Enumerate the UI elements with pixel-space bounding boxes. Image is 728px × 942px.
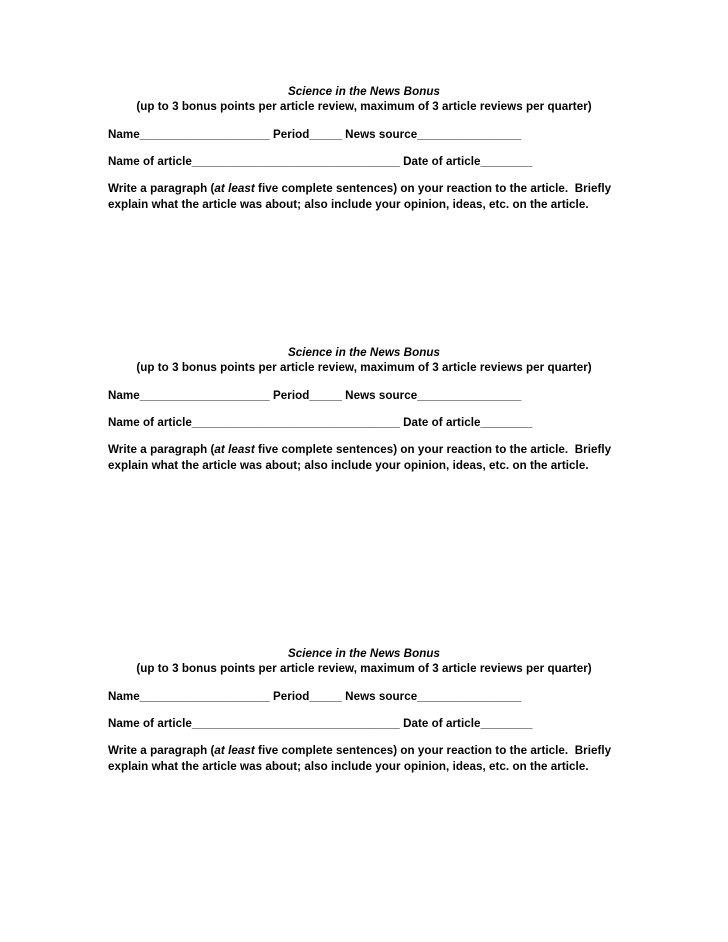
bonus-form-1 bbox=[0, 85, 728, 245]
form-subtitle: (up to 3 bonus points per article review, maximum of 3 article reviews per quarter) bbox=[136, 100, 592, 113]
article-date-line: Name of article________________________________ Date of article________ bbox=[108, 416, 533, 429]
form-subtitle: (up to 3 bonus points per article review, maximum of 3 article reviews per quarter) bbox=[136, 361, 592, 374]
instructions-line-1 bbox=[108, 182, 611, 196]
name-period-source-line: Name____________________ Period_____ News source________________ bbox=[108, 389, 522, 402]
instructions-emphasis: at least bbox=[214, 182, 255, 195]
name-period-source-line: Name____________________ Period_____ News source________________ bbox=[108, 128, 522, 141]
article-date-line: Name of article________________________________ Date of article________ bbox=[108, 155, 533, 168]
bonus-form-2 bbox=[0, 346, 728, 506]
instructions-line-1 bbox=[108, 443, 611, 457]
instructions-line-2: explain what the article was about; also include your opinion, ideas, etc. on the article. bbox=[108, 198, 589, 211]
form-subtitle: (up to 3 bonus points per article review, maximum of 3 article reviews per quarter) bbox=[136, 662, 592, 675]
instructions-pre: Write a paragraph ( bbox=[108, 443, 215, 456]
form-title: Science in the News Bonus bbox=[287, 647, 440, 660]
form-title: Science in the News Bonus bbox=[287, 85, 440, 98]
article-date-line: Name of article________________________________ Date of article________ bbox=[108, 717, 533, 730]
instructions-line-2: explain what the article was about; also include your opinion, ideas, etc. on the article. bbox=[108, 760, 589, 773]
bonus-form-3 bbox=[0, 647, 728, 807]
instructions-line-1 bbox=[108, 744, 611, 758]
instructions-post: five complete sentences) on your reaction to the article. Briefly bbox=[254, 744, 612, 757]
instructions-pre: Write a paragraph ( bbox=[108, 182, 215, 195]
instructions-line-2: explain what the article was about; also include your opinion, ideas, etc. on the article. bbox=[108, 459, 589, 472]
name-period-source-line: Name____________________ Period_____ News source________________ bbox=[108, 690, 522, 703]
instructions-post: five complete sentences) on your reaction to the article. Briefly bbox=[254, 182, 612, 195]
instructions-emphasis: at least bbox=[214, 443, 255, 456]
instructions-post: five complete sentences) on your reaction to the article. Briefly bbox=[254, 443, 612, 456]
instructions-pre: Write a paragraph ( bbox=[108, 744, 215, 757]
form-title: Science in the News Bonus bbox=[287, 346, 440, 359]
instructions-emphasis: at least bbox=[214, 744, 255, 757]
